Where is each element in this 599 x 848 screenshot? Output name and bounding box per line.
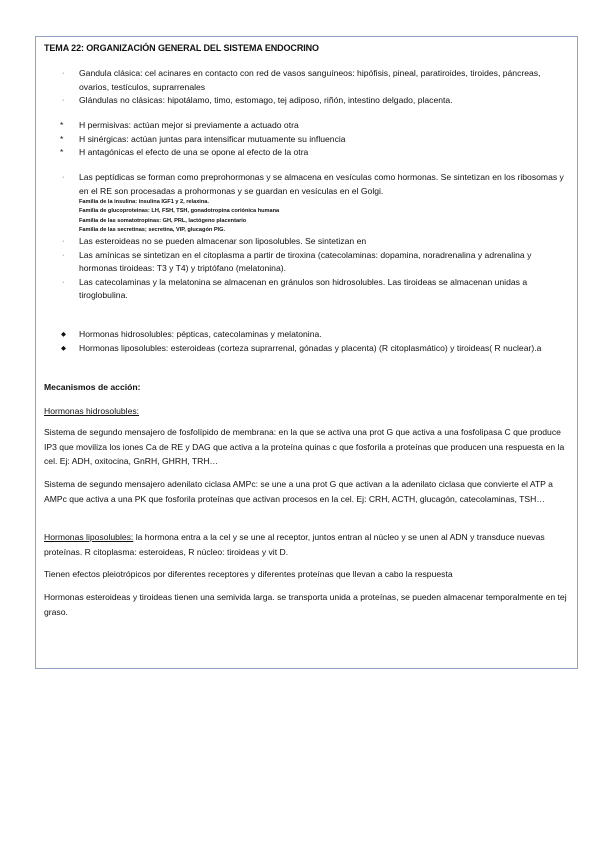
list-item: · Las peptídicas se forman como preprohormonas y se almacena en vesículas como hormonas. Se sintetizan en los ribosomas y en el RE son procesadas a prohormonas y se guardan en vesículas en el Golgi. — [62, 172, 564, 196]
hydro-paragraph-1: Sistema de segundo mensajero de fosfolípido de membrana: en la que se activa una prot G que activa a una fosfolipasa C que produce IP3 que moviliza los iones Ca de RE y DAG que activa a la proteína quinas c que fosforila a proteínas que producen una respuesta en la cel. Ej: ADH, oxitocina, GnRH, GHRH, TRH… — [44, 427, 565, 467]
family-line: Familia de las secretinas; secretina, VIP, glucagón PIG. — [79, 226, 226, 233]
asterisk-icon: * — [60, 133, 64, 144]
list-item: * H permisivas: actúan mejor si previamente a actuado otra — [36, 119, 577, 133]
pleio-paragraph: Tienen efectos pleiotrópicos por diferentes receptores y diferentes proteínas que llevan a cabo la respuesta — [44, 569, 453, 579]
family-line: Familia de glucoproteinas: LH, FSH, TSH, gonadotropina coriónica humana — [79, 208, 280, 215]
bullet-icon: · — [62, 238, 65, 245]
lipo-paragraph: Hormonas liposolubles: la hormona entra a la cel y se une al receptor, juntos entran al núcleo y se unen al ADN y transduce nuevas proteínas. R citoplasma: esteroideas, R núcleo: tiroideas y vit D. — [44, 532, 545, 557]
family-line: Familia de las somatotropinas: GH, PRL, lactógeno placentario — [79, 217, 247, 224]
interactions-list — [36, 119, 577, 160]
bullet-icon: · — [62, 251, 65, 259]
mechanisms-heading: Mecanismos de acción: — [44, 382, 141, 392]
asterisk-icon: * — [60, 147, 64, 158]
list-item: ◆ Hormonas liposolubles: esteroideas (corteza suprarrenal, gónadas y placenta) (R citoplasmático) y tiroideas( R nuclear).a — [36, 342, 577, 356]
page-title: TEMA 22: ORGANIZACIÓN GENERAL DEL SISTEMA ENDOCRINO — [44, 43, 319, 53]
hydro-heading: Hormonas hidrosolubles: — [44, 406, 140, 416]
synthesis-list — [36, 171, 577, 303]
list-item: * H sinérgicas: actúan juntas para intensificar mutuamente su influencia — [36, 133, 577, 147]
diamond-bullet-icon: ◆ — [61, 331, 66, 338]
document-frame — [35, 36, 578, 669]
solubility-list — [36, 328, 577, 355]
list-item: · Las catecolaminas y la melatonina se almacenan en gránulos son hidrosolubles. Las tiroideas se almacenan unidas a tiroglobulina. — [62, 276, 528, 301]
list-item: · Gandula clásica: cel acinares en contacto con red de vasos sanguíneos: hipófisis, pineal, paratiroides, tiroides, páncreas, ovarios, testículos, suprarrenales — [62, 68, 541, 92]
bullet-icon: · — [62, 278, 65, 286]
bullet-icon: · — [62, 70, 65, 77]
diamond-bullet-icon: ◆ — [61, 344, 66, 352]
hydro-paragraph-2: Sistema de segundo mensajero adenilato ciclasa AMPc: se une a una prot G que activan a la adenilato ciclasa que convierte el ATP a AMPc que activa a una PK que fosforila proteínas que activan procesos en la cel. Ej: CRH, ACTH, glucagón, catecolaminas, TSH… — [44, 479, 553, 504]
lipo-heading: Hormonas liposolubles: — [44, 532, 134, 542]
list-item: · Glándulas no clásicas: hipotálamo, timo, estomago, tej adiposo, riñón, intestino delgado, placenta. — [36, 94, 577, 108]
list-item: · Las esteroideas no se pueden almacenar son liposolubles. Se sintetizan en — [36, 235, 577, 249]
list-item: ◆ Hormonas hidrosolubles: pépticas, catecolaminas y melatonina. — [36, 328, 577, 342]
asterisk-icon: * — [60, 120, 64, 130]
bullet-icon: · — [62, 97, 65, 105]
halflife-paragraph: Hormonas esteroideas y tiroideas tienen una semivida larga. se transporta unida a proteínas, se pueden almacenar temporalmente en tej graso. — [44, 592, 567, 617]
list-item: * H antagónicas el efecto de una se opone al efecto de la otra — [36, 146, 577, 160]
list-item: · Las amínicas se sintetizan en el citoplasma a partir de tiroxina (catecolaminas: dopamina, noradrenalina y adrenalina y hormonas tiroideas: T3 y T4) y triptófano (melatonina). — [62, 249, 532, 274]
family-line: Familia de la insulina: insulina IGF1 y 2, relaxina. — [79, 199, 209, 206]
bullet-icon: · — [62, 174, 65, 181]
glands-list — [36, 67, 577, 108]
